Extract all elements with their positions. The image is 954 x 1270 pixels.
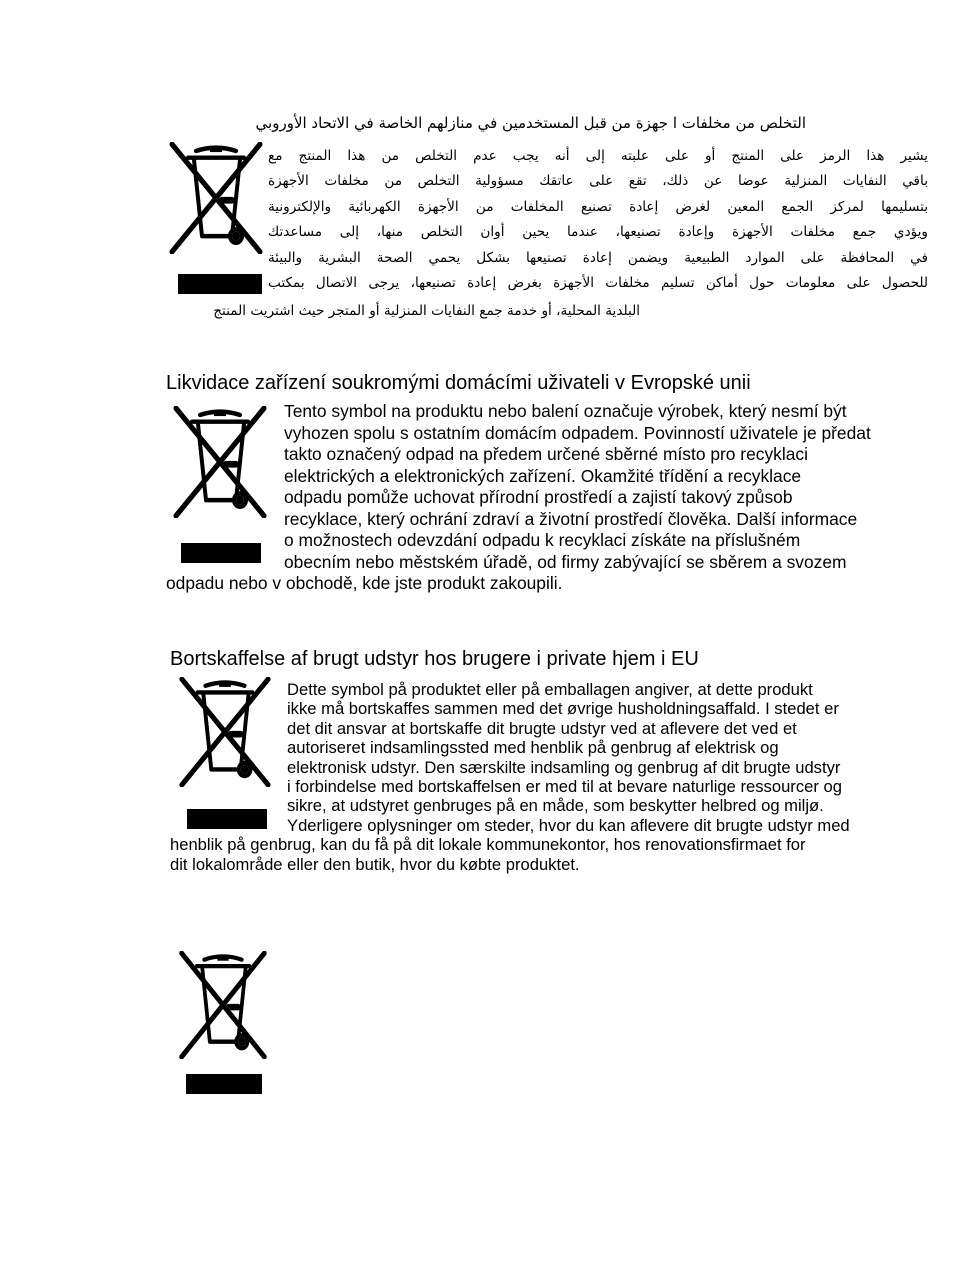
- danish-line-7: sikre, at udstyret genbruges på en måde, som beskytter helbred og miljø.: [287, 796, 824, 815]
- danish-line-1: Dette symbol på produktet eller på emballagen angiver, at dette produkt: [287, 680, 813, 699]
- section-title-czech: Likvidace zařízení soukromými domácími uživateli v Evropské unii: [166, 372, 751, 394]
- arabic-line-5: في المحافظة على الموارد الطبيعية ويضمن إعادة تصنيعها بشكل يحمي الصحة البشرية والبيئة: [268, 250, 928, 266]
- arabic-line-6: للحصول على معلومات حول أماكن تسليم مخلفات الأجهزة بغرض إعادة تصنيعها، يرجى الاتصال بمكتب: [268, 275, 928, 291]
- weee-crossed-bin-icon: [170, 406, 270, 518]
- czech-line-4: elektrických a elektronických zařízení. Okamžité třídění a recyklace: [284, 466, 802, 486]
- danish-line-3: det dit ansvar at bortskaffe dit brugte udstyr ved at aflevere det ved et: [287, 719, 797, 738]
- danish-line-5: elektronisk udstyr. Den særskilte indsamling og genbrug af dit brugte udstyr: [287, 758, 841, 777]
- arabic-line-7: البلدية المحلية، أو خدمة جمع النفايات المنزلية أو المتجر حيث اشتريت المنتج: [213, 303, 640, 319]
- czech-line-6: recyklace, který ochrání zdraví a životní prostředí člověka. Další informace: [284, 509, 858, 529]
- weee-black-bar: [186, 1074, 262, 1094]
- czech-line-3: takto označený odpad na předem určené sběrné místo pro recyklaci: [284, 444, 808, 464]
- section-title-danish: Bortskaffelse af brugt udstyr hos brugere i private hjem i EU: [170, 648, 699, 670]
- arabic-line-4: ويؤدي جمع مخلفات الأجهزة وإعادة تصنيعها، عندما يحين أوان التخلص منها، إلى مساعدتك: [268, 224, 928, 240]
- danish-line-4: autoriseret indsamlingssted med henblik på genbrug af elektrisk og: [287, 738, 779, 757]
- arabic-line-3: بتسليمها لمركز الجمع المعين لغرض إعادة تصنيع المخلفات من الأجهزة الكهربائية والإلكترونية: [268, 199, 928, 215]
- czech-line-5: odpadu pomůže uchovat přírodní prostředí a zajistí takový způsob: [284, 487, 793, 507]
- arabic-line-2: باقي النفايات المنزلية عوضا عن ذلك، تقع على عاتقك مسؤولية التخلص من مخلفات الأجهزة: [268, 173, 928, 189]
- czech-line-9: odpadu nebo v obchodě, kde jste produkt zakoupili.: [166, 573, 563, 593]
- czech-line-8: obecním nebo městském úřadě, od firmy zabývající se sběrem a svozem: [284, 552, 847, 572]
- section-title-arabic: التخلص من مخلفات ا جهزة من قبل المستخدمين في منازلهم الخاصة في الاتحاد الأوروبي: [255, 114, 806, 132]
- weee-crossed-bin-icon: [166, 142, 266, 254]
- czech-line-7: o možnostech odevzdání odpadu k recyklaci získáte na příslušném: [284, 530, 801, 550]
- weee-black-bar: [181, 543, 261, 563]
- czech-line-1: Tento symbol na produktu nebo balení označuje výrobek, který nesmí být: [284, 401, 847, 421]
- danish-line-9: henblik på genbrug, kan du få på dit lokale kommunekontor, hos renovationsfirmaet for: [170, 835, 806, 854]
- weee-crossed-bin-icon: [176, 677, 274, 787]
- danish-line-2: ikke må bortskaffes sammen med det øvrige husholdningsaffald. I stedet er: [287, 699, 839, 718]
- danish-line-6: i forbindelse med bortskaffelsen er med til at bevare naturlige ressourcer og: [287, 777, 842, 796]
- weee-black-bar: [187, 809, 267, 829]
- arabic-line-1: يشير هذا الرمز على المنتج أو على علبته إلى أنه يجب عدم التخلص من هذا المنتج مع: [268, 148, 928, 164]
- weee-black-bar: [178, 274, 262, 294]
- danish-line-8: Yderligere oplysninger om steder, hvor du kan aflevere dit brugte udstyr med: [287, 816, 850, 835]
- danish-line-10: dit lokalområde eller den butik, hvor du købte produktet.: [170, 855, 580, 874]
- weee-crossed-bin-icon: [176, 951, 270, 1059]
- czech-line-2: vyhozen spolu s ostatním domácím odpadem. Povinností uživatele je předat: [284, 423, 871, 443]
